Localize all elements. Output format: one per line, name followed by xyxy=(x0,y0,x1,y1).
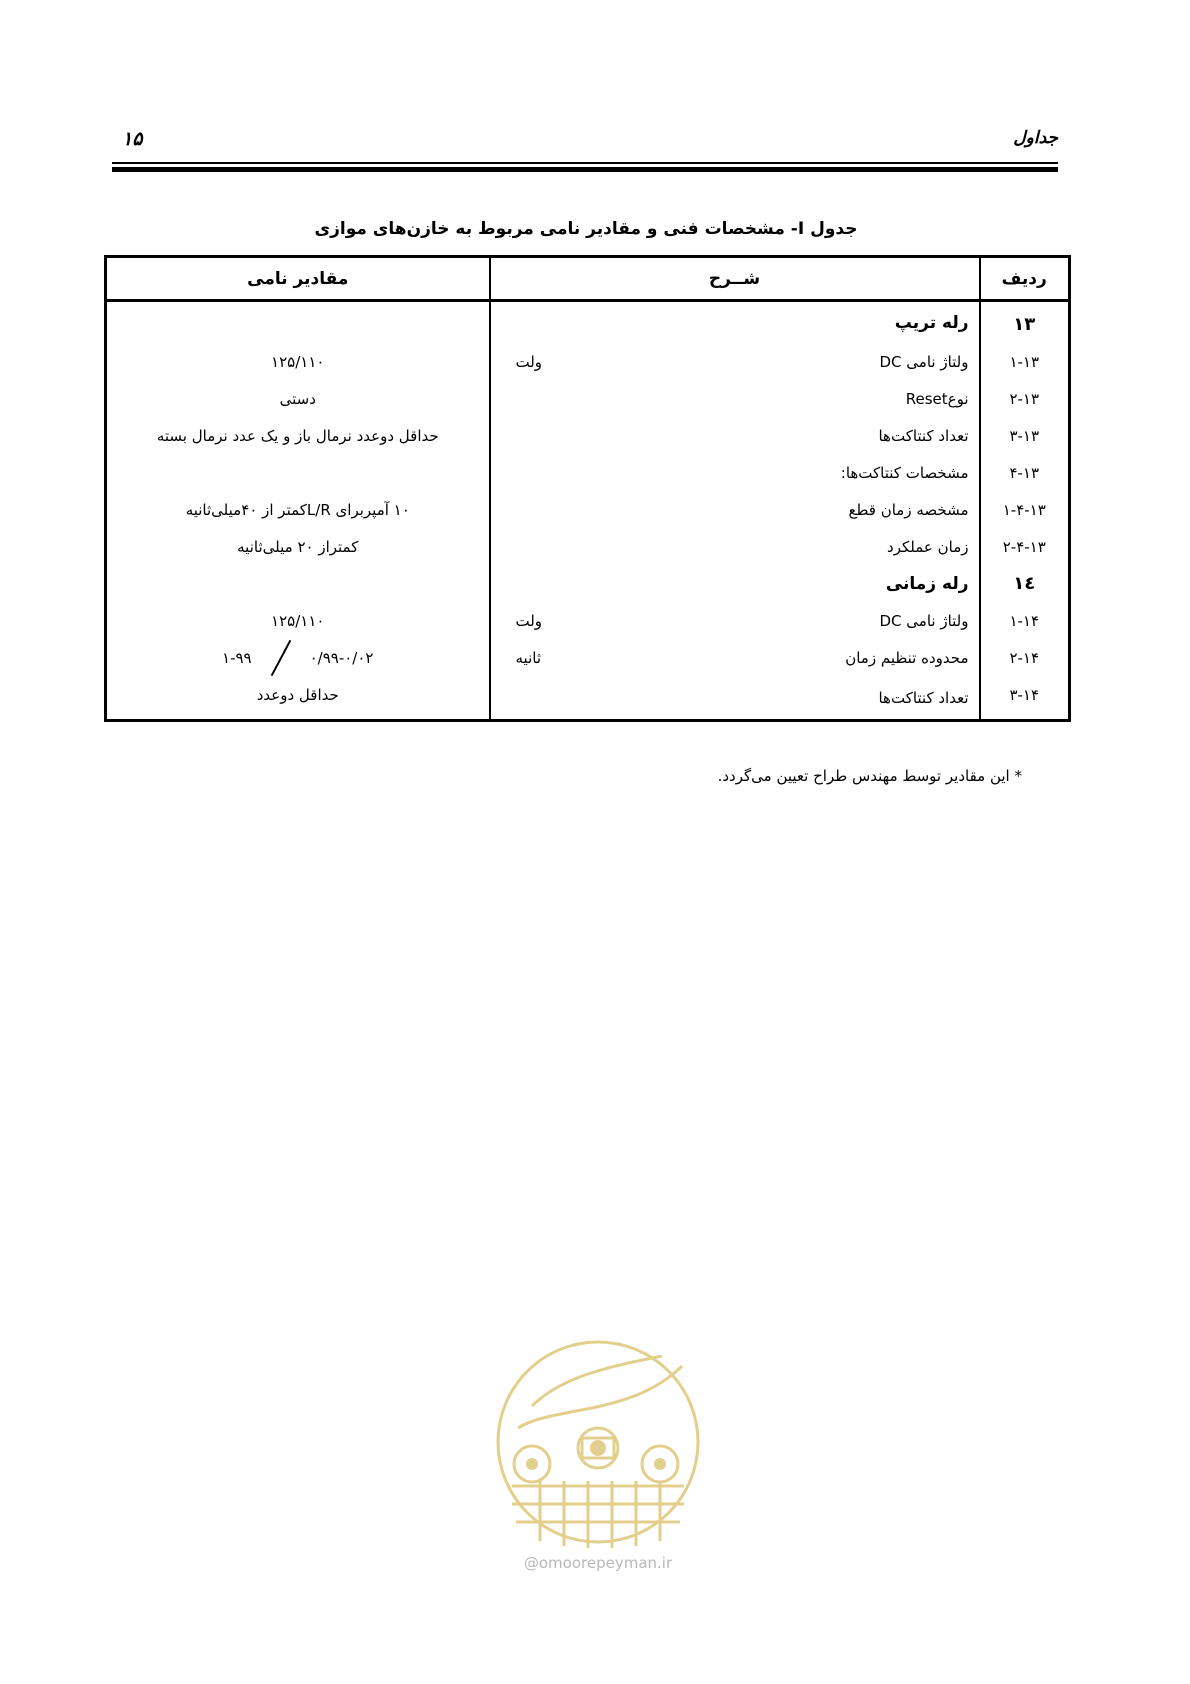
row-id: ۱٤ xyxy=(980,565,1070,602)
footnote: * این مقادیر توسط مهندس طراح تعیین می‌گردد. xyxy=(717,767,1022,785)
row-description xyxy=(490,565,980,602)
description-text: محدوده تنظیم زمان xyxy=(845,648,969,667)
row-description xyxy=(490,491,980,528)
header-rule-thick xyxy=(112,167,1058,172)
page-header xyxy=(112,128,1058,154)
header-description: شــرح xyxy=(490,257,980,301)
table-row xyxy=(106,301,1070,344)
table-header-row xyxy=(106,257,1070,301)
description-text: ولتاژ نامی DC xyxy=(879,352,969,371)
row-id: ۳-۱۴ xyxy=(980,676,1070,721)
description-text: زمان عملکرد xyxy=(887,537,969,556)
row-value: ۱۲۵/۱۱۰ xyxy=(106,343,490,380)
header-rule-thin xyxy=(112,162,1058,164)
row-description xyxy=(490,454,980,491)
range-value-secondary: ۱-۹۹ xyxy=(222,648,252,667)
table-row xyxy=(106,491,1070,528)
row-value: دستی xyxy=(106,380,490,417)
range-values xyxy=(222,640,373,676)
row-description xyxy=(490,417,980,454)
row-id: ۲-۱۳ xyxy=(980,380,1070,417)
unit-text: ولت xyxy=(515,352,543,371)
row-id: ۳-۱۳ xyxy=(980,417,1070,454)
row-id: ۴-۱۳ xyxy=(980,454,1070,491)
unit-text: ثانیه xyxy=(515,648,541,667)
row-id: ۱-۴-۱۳ xyxy=(980,491,1070,528)
row-description xyxy=(490,602,980,639)
row-description xyxy=(490,639,980,676)
row-value xyxy=(106,639,490,676)
description-text: تعداد کنتاکت‌ها xyxy=(878,426,969,445)
description-text: مشخصه زمان قطع xyxy=(848,500,969,519)
table-row xyxy=(106,565,1070,602)
page-number: ۱۵ xyxy=(122,128,143,150)
section-title: رله تریپ xyxy=(894,312,969,333)
description-text: نوعReset xyxy=(905,389,969,408)
description-text: ولتاژ نامی DC xyxy=(879,611,969,630)
table-row xyxy=(106,417,1070,454)
row-description xyxy=(490,676,980,721)
header-title: جداول xyxy=(1013,128,1058,148)
row-value: کمتراز ۲۰ میلی‌ثانیه xyxy=(106,528,490,565)
spec-table xyxy=(104,255,1071,722)
header-row-id: ردیف xyxy=(980,257,1070,301)
header-values: مقادیر نامی xyxy=(106,257,490,301)
table-caption: جدول I- مشخصات فنی و مقادیر نامی مربوط به خازن‌های موازی xyxy=(314,219,858,239)
row-id: ۱-۱۴ xyxy=(980,602,1070,639)
row-id: ۱-۱۳ xyxy=(980,343,1070,380)
description-text: مشخصات کنتاکت‌ها: xyxy=(840,463,969,482)
table-row xyxy=(106,380,1070,417)
row-value xyxy=(106,565,490,602)
table-row xyxy=(106,454,1070,491)
watermark-logo-icon xyxy=(492,1336,704,1548)
range-value-primary: ۰/۹۹-۰/۰۲ xyxy=(309,648,374,667)
watermark-url: @omoorepeyman.ir xyxy=(523,1554,673,1572)
row-value: حداقل دوعدد xyxy=(106,676,490,721)
table-row xyxy=(106,639,1070,676)
row-value: ۱۲۵/۱۱۰ xyxy=(106,602,490,639)
row-description xyxy=(490,301,980,344)
unit-text: ولت xyxy=(515,611,543,630)
table-row xyxy=(106,528,1070,565)
row-id: ۱۳ xyxy=(980,301,1070,344)
table-row xyxy=(106,676,1070,721)
description-text: تعداد کنتاکت‌ها xyxy=(878,688,969,707)
row-value: ۱۰ آمپربرای L/Rکمتر از ۴۰میلی‌ثانیه xyxy=(106,491,490,528)
table-row xyxy=(106,602,1070,639)
row-value xyxy=(106,301,490,344)
section-title: رله زمانی xyxy=(885,573,969,594)
row-id: ۲-۴-۱۳ xyxy=(980,528,1070,565)
slash-divider xyxy=(270,640,292,676)
row-description xyxy=(490,343,980,380)
table-row xyxy=(106,343,1070,380)
row-id: ۲-۱۴ xyxy=(980,639,1070,676)
row-value: حداقل دوعدد نرمال باز و یک عدد نرمال بسته xyxy=(106,417,490,454)
row-description xyxy=(490,380,980,417)
row-description xyxy=(490,528,980,565)
row-value xyxy=(106,454,490,491)
